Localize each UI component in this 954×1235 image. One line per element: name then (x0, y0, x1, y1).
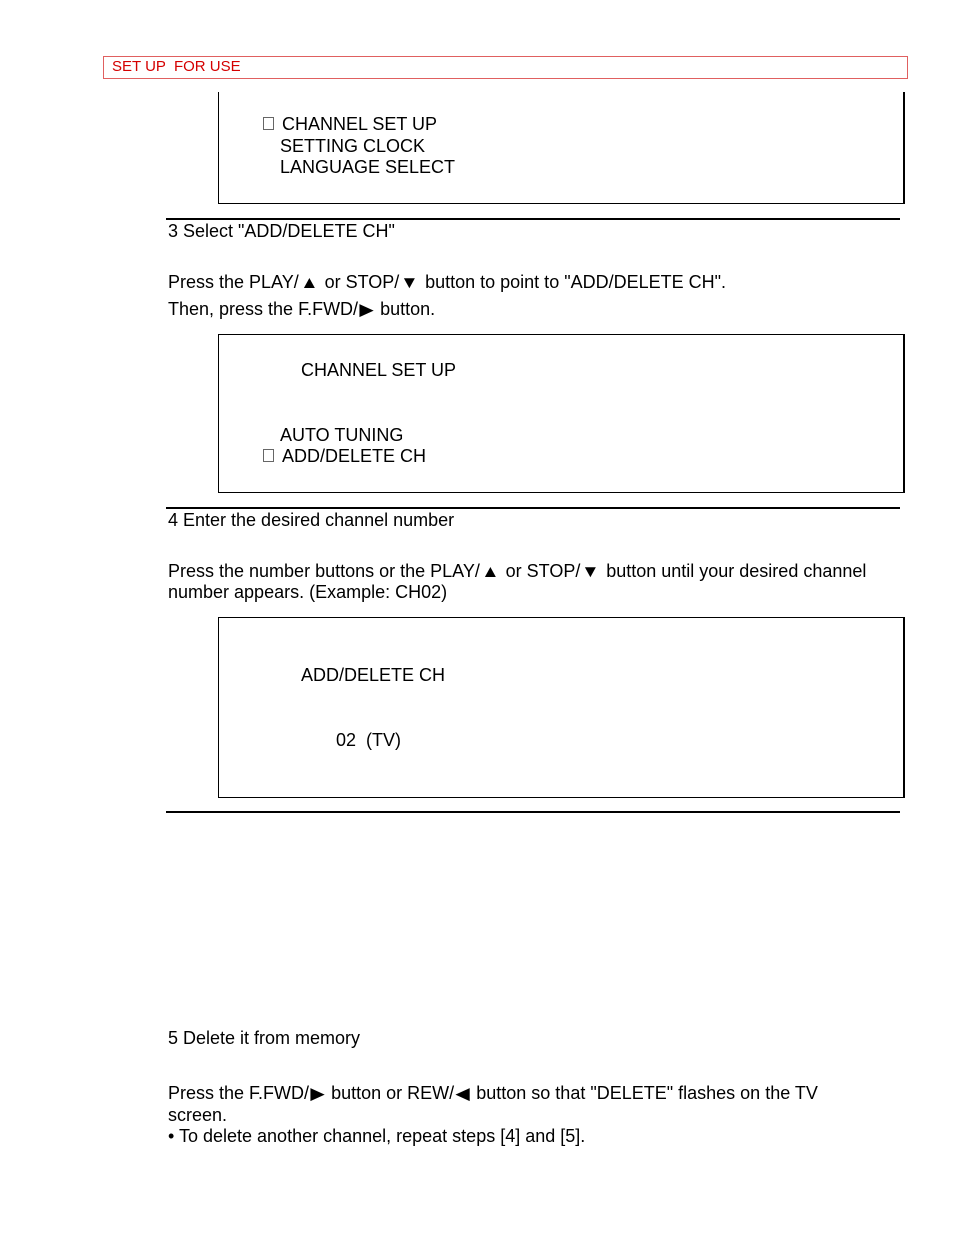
step-divider (166, 811, 900, 813)
step5-heading: 5 Delete it from memory (168, 1028, 361, 1048)
menu-item-add-delete-ch: ADD/DELETE CH (263, 446, 426, 467)
section-header-label: SET UP FOR USE (112, 58, 241, 75)
step4-instruction-line1: Press the number buttons or the PLAY/▲ or STOP/▼ button until your desired channel (168, 561, 867, 581)
menu-item-setting-clock: SETTING CLOCK (280, 136, 426, 156)
screen-title-add-delete-ch: ADD/DELETE CH (301, 665, 446, 685)
step3-instruction-line2: Then, press the F.FWD/▶ button. (168, 299, 436, 319)
right-triangle-icon: ▶ (359, 300, 374, 319)
step4-instruction-line2: number appears. (Example: CH02) (168, 582, 448, 602)
step-divider (166, 507, 900, 509)
menu-item-auto-tuning: AUTO TUNING (280, 425, 404, 445)
down-triangle-icon: ▼ (581, 562, 601, 581)
step5-instruction-line1: Press the F.FWD/▶ button or REW/◀ button so that "DELETE" flashes on the TV (168, 1083, 818, 1103)
menu-cursor-icon (263, 117, 274, 130)
up-triangle-icon: ▲ (481, 562, 500, 581)
menu-item-language-select: LANGUAGE SELECT (280, 157, 456, 177)
right-triangle-icon: ▶ (310, 1084, 325, 1103)
tv-screen-add-delete-ch (218, 617, 905, 798)
step5-note: • To delete another channel, repeat steps [4] and [5]. (168, 1126, 586, 1146)
menu-cursor-icon (263, 449, 274, 462)
screen-title-channel-set-up: CHANNEL SET UP (301, 360, 457, 380)
step4-heading: 4 Enter the desired channel number (168, 510, 455, 530)
tv-screen-channel-set-up (218, 334, 905, 493)
menu-item-channel-set-up: CHANNEL SET UP (263, 114, 437, 135)
down-triangle-icon: ▼ (400, 273, 419, 292)
step5-instruction-line2: screen. (168, 1105, 228, 1125)
channel-number-display: 02 (TV) (336, 730, 402, 750)
step-divider (166, 218, 900, 220)
step3-heading: 3 Select "ADD/DELETE CH" (168, 221, 395, 241)
up-triangle-icon: ▲ (299, 273, 319, 292)
step3-instruction-line1: Press the PLAY/▲ or STOP/▼ button to point to "ADD/DELETE CH". (168, 272, 727, 292)
left-triangle-icon: ◀ (455, 1084, 470, 1103)
